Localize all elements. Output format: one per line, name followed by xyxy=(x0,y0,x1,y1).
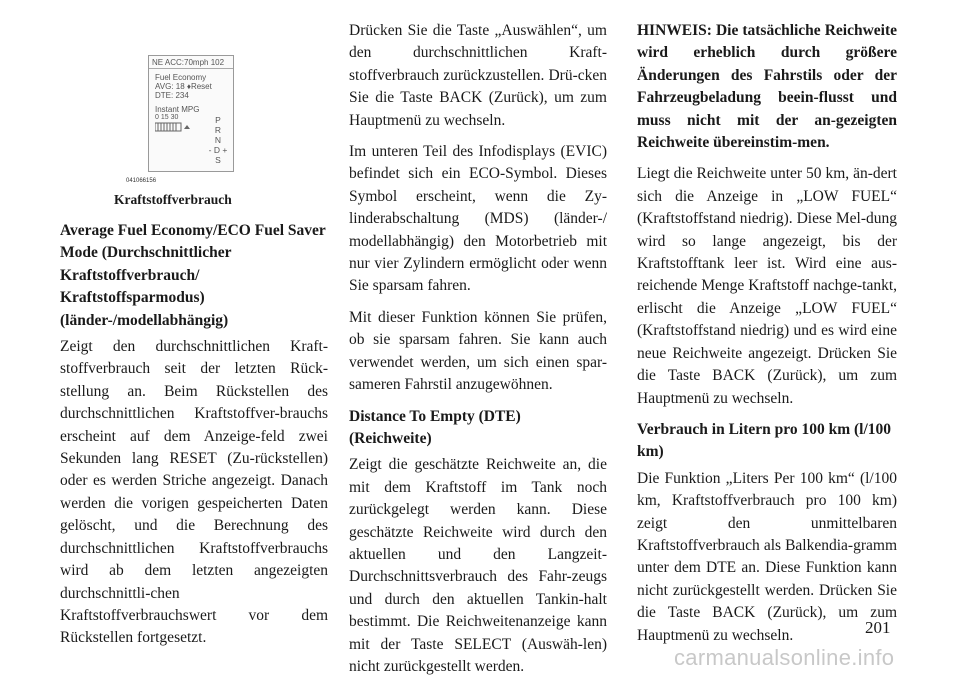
paragraph: Zeigt die geschätzte Reichweite an, die mit dem Kraftstoff im Tank noch zurückgelegt werden kann. Diese geschätzte Reichweite wird durch den aktuellen und den Langzeit-Durchschnittsverbrauch des Fahr-zeugs und durch den aktuellen Tankin-halt bestimmt. Die Reichweitenanzeige kann mit der Taste SELECT (Auswäh-len) nicht zurückgestellt werden. xyxy=(349,456,607,675)
instant-bar-graph xyxy=(155,122,203,132)
screen-scale: 0 15 30 xyxy=(155,114,179,121)
screen-avg: AVG: 18 ♦Reset xyxy=(155,82,212,91)
paragraph: Zeigt den durchschnittlichen Kraft-stoffverbrauch seit der letzten Rück-stellung an. Beim Rückstellen des durchschnittlichen Kraftstoffver-brauchs erscheint auf dem Anzeige-feld zwei Sekunden lang RESET (Zu-rückstellen) oder es werden Striche angezeigt. Danach werden die vorigen gespeicherten Daten gelöscht, und die Berechnung des durchschnittlichen Kraftstoffverbrauchs wird ab dem letzten angezeigten durchschnittli-chen Kraftstoffverbrauchswert vor dem Rückstellen fortgesetzt. xyxy=(60,338,328,647)
paragraph: Mit dieser Funktion können Sie prüfen, ob sie sparsam fahren. Sie kann auch verwendet werden, um sich einen spar-sameren Fahrstil anzugewöhnen. xyxy=(349,308,607,394)
gear-s: S xyxy=(215,155,221,165)
paragraph: Liegt die Reichweite unter 50 km, än-dert sich die Anzeige in „LOW FUEL“ (Kraftstoffstand niedrig). Diese Mel-dung wird so lange angezeigt, bis der Kraftstofftank leer ist. Wird eine aus-reichende Menge Kraftstoff nachge-tankt, erlischt die Anzeige „LOW FUEL“ (Kraftstoffstand niedrig) und es wird eine neue Reichweite angezeigt. Drücken Sie die Taste BACK (Zurück), um zum Hauptmenü zu wechseln. xyxy=(637,165,897,407)
screen-dte: DTE: 234 xyxy=(155,91,189,100)
watermark: carmanualsonline.info xyxy=(674,645,895,670)
section-heading-liters-per-100km: Verbrauch in Litern pro 100 km (l/100 km) xyxy=(637,420,892,461)
screen-title: Fuel Economy xyxy=(155,73,207,82)
column-3 xyxy=(637,20,897,656)
evic-screen xyxy=(148,55,234,172)
paragraph: Drücken Sie die Taste „Auswählen“, um den durchschnittlichen Kraft-stoffverbrauch zurückzustellen. Drü-cken Sie die Taste BACK (Zurück), um zum Hauptmenü zu wechseln. xyxy=(349,22,607,129)
section-heading-average-fuel-economy: Average Fuel Economy/ECO Fuel Saver Mode (Durchschnittlicher Kraftstoffverbrauch/ Kraftstoffsparmodus) (länder-/modellabhängig) xyxy=(60,222,326,329)
paragraph: Die Funktion „Liters Per 100 km“ (l/100 km, Kraftstoffverbrauch pro 100 km) zeigt den unmittelbaren Kraftstoffverbrauch als Balkendia-gramm unter dem DTE an. Diese Funktion kann nicht zurückgestellt werden. Drücken Sie die Taste BACK (Zurück), um zum Hauptmenü zu wechseln. xyxy=(637,469,897,644)
paragraph: Im unteren Teil des Infodisplays (EVIC) befindet sich ein ECO-Symbol. Dieses Symbol erscheint, wenn die Zy-linderabschaltung (MDS) (länder-/ modellabhängig) den Motorbetrieb mit nur vier Zylindern ermöglicht oder wenn Sie sparsam fahren. xyxy=(349,143,607,295)
note-paragraph: HINWEIS: Die tatsächliche Reichweite wird erheblich durch größere Änderungen des Fahrstils oder der Fahrzeugbeladung beein-flusst und muss nicht mit der an-gezeigten Reichweite übereinstim-men. xyxy=(637,22,897,152)
screen-instant: Instant MPG xyxy=(155,105,200,114)
figure-code: 041066156 xyxy=(126,178,157,184)
gear-p: P xyxy=(215,115,221,125)
figure-caption: Kraftstoffverbrauch xyxy=(114,192,232,207)
column-2 xyxy=(349,20,607,687)
evic-display-figure xyxy=(148,55,244,173)
page-number: 201 xyxy=(865,618,891,637)
gear-d: - D + xyxy=(208,145,228,155)
section-heading-distance-to-empty: Distance To Empty (DTE) (Reichweite) xyxy=(349,407,521,447)
column-1 xyxy=(60,220,328,659)
gear-r: R xyxy=(214,125,222,135)
gear-n: N xyxy=(214,135,222,145)
screen-status-line: NE ACC:70mph 102 xyxy=(152,58,225,67)
